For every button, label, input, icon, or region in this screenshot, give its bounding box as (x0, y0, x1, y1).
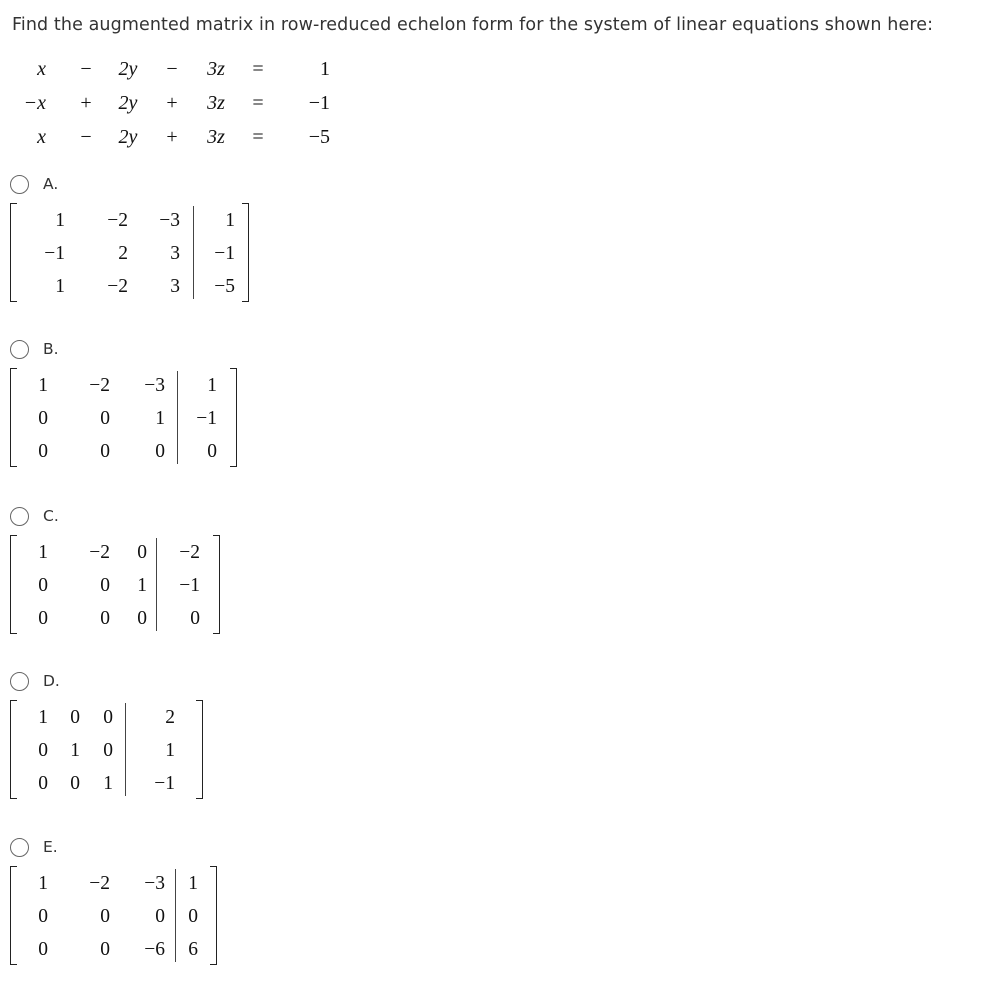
equation-term: + (80, 92, 92, 114)
matrix-cell: 1 (207, 375, 217, 396)
matrix-cell: 6 (188, 939, 198, 960)
matrix-cell: 0 (70, 707, 80, 728)
matrix-cell: 0 (137, 542, 147, 563)
equation-term: − (80, 58, 92, 80)
right-bracket (242, 203, 249, 302)
matrix-cell: −3 (144, 375, 165, 396)
matrix-cell: 1 (38, 873, 48, 894)
equation-term: 1 (320, 58, 330, 80)
matrix-cell: 1 (55, 276, 65, 297)
radio-button[interactable] (10, 838, 29, 857)
option-label: E. (43, 838, 58, 856)
equation-term: 3z (207, 126, 225, 148)
matrix-cell: −3 (159, 210, 180, 231)
matrix-cell: 1 (38, 707, 48, 728)
matrix-cell: 0 (155, 441, 165, 462)
matrix-cell: 1 (55, 210, 65, 231)
matrix-cell: 0 (100, 939, 110, 960)
matrix-cell: 0 (103, 740, 113, 761)
equation-term: −1 (308, 92, 330, 114)
matrix-cell: −2 (107, 210, 128, 231)
equation-term: 2y (118, 58, 138, 80)
matrix-cell: 0 (103, 707, 113, 728)
matrix-cell: −1 (154, 773, 175, 794)
matrix-cell: 0 (38, 740, 48, 761)
matrix-cell: −1 (196, 408, 217, 429)
option-label: C. (43, 507, 59, 525)
matrix-cell: 1 (70, 740, 80, 761)
equation-term: 2y (118, 92, 138, 114)
right-bracket (213, 535, 220, 634)
matrix-cell: 0 (100, 608, 110, 629)
matrix-cell: 0 (100, 575, 110, 596)
radio-button[interactable] (10, 507, 29, 526)
equation-term: − (166, 58, 178, 80)
augment-divider (193, 206, 194, 299)
equation-term: −x (23, 92, 46, 114)
augment-divider (156, 538, 157, 631)
matrix-cell: 2 (118, 243, 128, 264)
left-bracket (10, 203, 17, 302)
matrix-cell: 0 (38, 408, 48, 429)
radio-button[interactable] (10, 175, 29, 194)
matrix-cell: 1 (38, 375, 48, 396)
matrix-cell: 0 (100, 408, 110, 429)
matrix-cell: 0 (38, 939, 48, 960)
matrix-cell: 0 (70, 773, 80, 794)
equation-term: 2y (118, 126, 138, 148)
equation-term: x (37, 58, 46, 80)
equation-term: = (252, 92, 264, 114)
matrix-cell: −5 (214, 276, 235, 297)
equation-term: x (37, 126, 46, 148)
matrix-cell: 1 (225, 210, 235, 231)
matrix-cell: −2 (89, 375, 110, 396)
radio-button[interactable] (10, 340, 29, 359)
radio-button[interactable] (10, 672, 29, 691)
option-label: A. (43, 175, 59, 193)
matrix-cell: 1 (103, 773, 113, 794)
matrix-cell: −1 (179, 575, 200, 596)
matrix-cell: 0 (38, 906, 48, 927)
matrix-cell: 0 (137, 608, 147, 629)
matrix-cell: 1 (38, 542, 48, 563)
right-bracket (210, 866, 217, 965)
equation-term: − (80, 126, 92, 148)
matrix-cell: 2 (165, 707, 175, 728)
option-label: B. (43, 340, 59, 358)
equation-term: −5 (308, 126, 330, 148)
matrix-cell: −2 (107, 276, 128, 297)
matrix-cell: −2 (89, 542, 110, 563)
equation-term: + (166, 126, 178, 148)
right-bracket (230, 368, 237, 467)
equation-term: 3z (207, 58, 225, 80)
equation-term: + (166, 92, 178, 114)
right-bracket (196, 700, 203, 799)
matrix-cell: −6 (144, 939, 165, 960)
matrix-cell: 0 (188, 906, 198, 927)
matrix-cell: 1 (137, 575, 147, 596)
matrix-cell: 0 (207, 441, 217, 462)
matrix-cell: 0 (155, 906, 165, 927)
matrix-cell: 0 (100, 906, 110, 927)
matrix-cell: −2 (179, 542, 200, 563)
matrix-cell: 0 (38, 773, 48, 794)
matrix-cell: 0 (100, 441, 110, 462)
matrix-cell: 1 (165, 740, 175, 761)
matrix-cell: −2 (89, 873, 110, 894)
question-text: Find the augmented matrix in row-reduced echelon form for the system of linear equations shown here: (12, 15, 934, 35)
matrix-cell: −3 (144, 873, 165, 894)
matrix-cell: 0 (190, 608, 200, 629)
matrix-cell: 1 (188, 873, 198, 894)
option-label: D. (43, 672, 60, 690)
equation-term: = (252, 126, 264, 148)
equation-term: 3z (207, 92, 225, 114)
matrix-cell: 0 (38, 608, 48, 629)
matrix-cell: 3 (170, 276, 180, 297)
matrix-cell: 0 (38, 575, 48, 596)
matrix-cell: −1 (44, 243, 65, 264)
matrix-cell: −1 (214, 243, 235, 264)
equation-term: = (252, 58, 264, 80)
matrix-cell: 0 (38, 441, 48, 462)
matrix-cell: 1 (155, 408, 165, 429)
augment-divider (125, 703, 126, 796)
matrix-cell: 3 (170, 243, 180, 264)
